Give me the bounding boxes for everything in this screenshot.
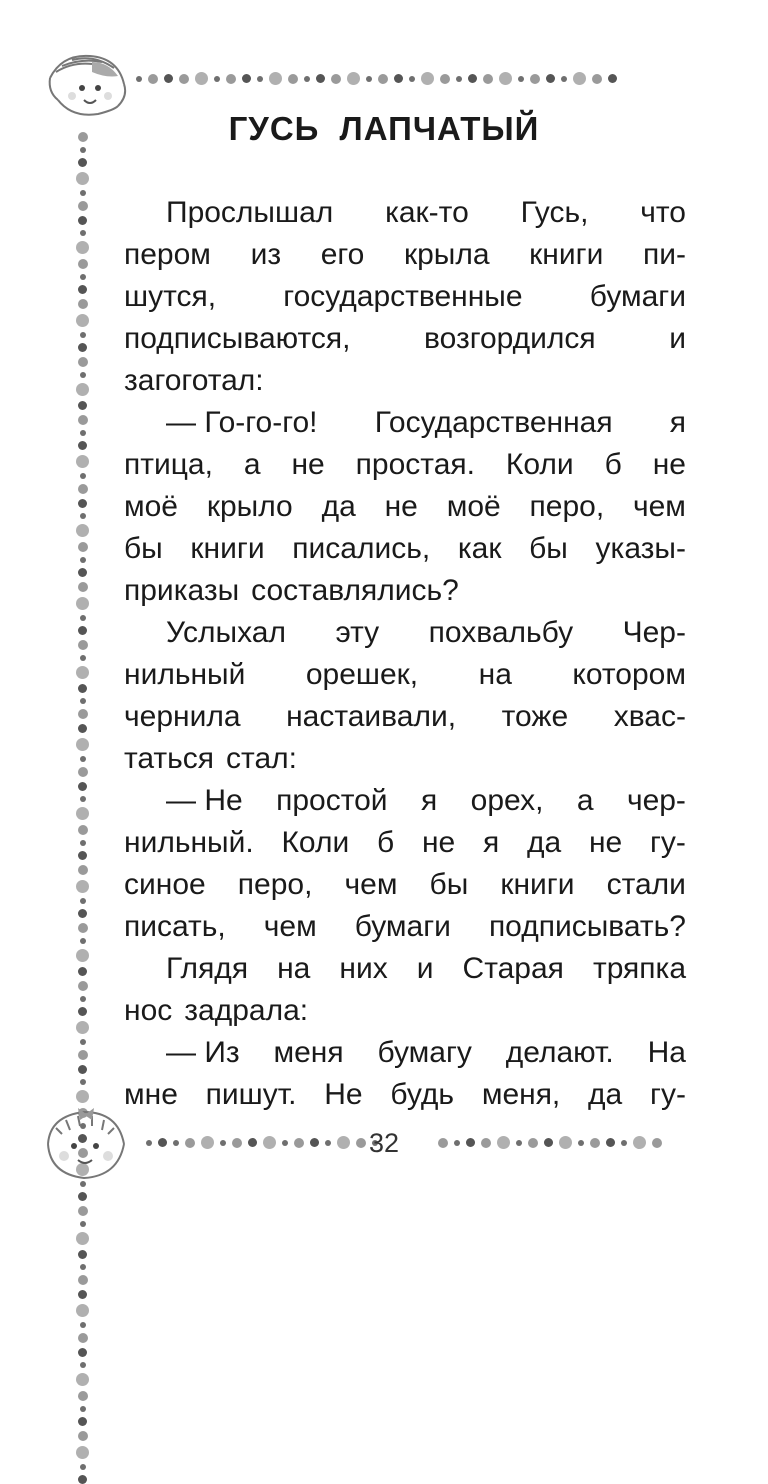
word: нильный: [124, 658, 246, 691]
text-line: [124, 948, 686, 990]
word: приказы: [124, 574, 240, 607]
word: стал:: [226, 742, 297, 775]
word: государственные: [283, 280, 523, 313]
word: не: [421, 826, 456, 859]
text-line: [124, 696, 686, 738]
word: загоготал:: [124, 364, 264, 397]
word: как: [457, 532, 502, 565]
word: Глядя: [166, 952, 249, 985]
word: шутся,: [124, 280, 217, 313]
word: что: [640, 196, 686, 229]
text-line: [124, 570, 686, 612]
word: как-то: [385, 196, 469, 229]
word: меня,: [481, 1078, 561, 1111]
text-line: [124, 360, 686, 402]
word: да: [321, 490, 356, 523]
text-line: [124, 1032, 686, 1074]
text-line: [124, 234, 686, 276]
word: да: [526, 826, 562, 859]
text-line: [124, 486, 686, 528]
word: чер-: [626, 784, 686, 817]
word: простой: [276, 784, 388, 817]
word: б: [376, 826, 395, 859]
word: задрала:: [184, 994, 309, 1027]
word: похвальбу: [428, 616, 574, 649]
word: пером: [124, 238, 211, 271]
word: бумаги: [589, 280, 686, 313]
text-line: [124, 906, 686, 948]
text-line: [124, 990, 686, 1032]
word: Государственная: [374, 406, 613, 439]
bottom-dotted-border-right: [438, 1136, 662, 1149]
page-number: 32: [368, 1128, 400, 1158]
word: а: [243, 448, 261, 481]
word: Прослышал: [166, 196, 334, 229]
text-line: [124, 192, 686, 234]
text-line: [124, 276, 686, 318]
word: моё: [124, 490, 178, 523]
word: простая.: [355, 448, 475, 481]
text-line: [124, 738, 686, 780]
word: птица,: [124, 448, 213, 481]
word: и: [669, 322, 686, 355]
word: Услыхал: [166, 616, 286, 649]
word: перо,: [529, 490, 605, 523]
word: гу-: [650, 1078, 686, 1111]
word: а: [576, 784, 594, 817]
left-dotted-border: [76, 132, 89, 1484]
word: На: [647, 1036, 686, 1069]
word: я: [482, 826, 500, 859]
text-line: [124, 864, 686, 906]
word: не: [384, 490, 418, 523]
word: да: [588, 1078, 623, 1111]
word: указы-: [595, 532, 686, 565]
word: моё: [446, 490, 501, 523]
word: бумаги: [354, 910, 451, 943]
text-line: [124, 1074, 686, 1116]
word: писать,: [124, 910, 226, 943]
word: чем: [263, 910, 317, 943]
text-line: [124, 612, 686, 654]
word: книги: [190, 532, 265, 565]
word: на: [478, 658, 512, 691]
text-line: [124, 780, 686, 822]
word: орех,: [470, 784, 544, 817]
text-line: [124, 654, 686, 696]
word: возгордился: [424, 322, 596, 355]
word: б: [604, 448, 622, 481]
word: я: [421, 784, 438, 817]
word: тоже: [501, 700, 569, 733]
word: — Не: [166, 784, 243, 817]
word: делают.: [505, 1036, 614, 1069]
word: бы: [124, 532, 163, 565]
word: таться: [124, 742, 215, 775]
word: книги: [500, 868, 575, 901]
text-line: [124, 528, 686, 570]
word: Не: [324, 1078, 363, 1111]
word: подписываются,: [124, 322, 351, 355]
story-text: [124, 192, 686, 1116]
word: Коли: [505, 448, 574, 481]
word: нос: [124, 994, 173, 1027]
word: Гусь,: [520, 196, 589, 229]
word: гу-: [649, 826, 686, 859]
word: пи-: [642, 238, 686, 271]
word: тряпка: [592, 952, 686, 985]
word: синое: [124, 868, 206, 901]
word: бумагу: [377, 1036, 472, 1069]
word: крыла: [403, 238, 490, 271]
word: и: [416, 952, 434, 985]
word: чем: [344, 868, 398, 901]
word: пишут.: [205, 1078, 297, 1111]
word: орешек,: [305, 658, 419, 691]
word: Старая: [462, 952, 564, 985]
text-line: [124, 318, 686, 360]
word: не: [291, 448, 325, 481]
word: — Го-го-го!: [166, 406, 318, 439]
word: книги: [529, 238, 604, 271]
word: я: [669, 406, 686, 439]
word: Чер-: [622, 616, 686, 649]
word: на: [277, 952, 311, 985]
word: крыло: [206, 490, 293, 523]
word: бы: [529, 532, 568, 565]
top-dotted-border: [136, 72, 617, 85]
word: будь: [390, 1078, 455, 1111]
word: составлялись?: [251, 574, 459, 607]
word: не: [652, 448, 686, 481]
page-title: ГУСЬ ЛАПЧАТЫЙ: [228, 110, 540, 147]
text-line: [124, 444, 686, 486]
word: чем: [632, 490, 686, 523]
word: хвас-: [613, 700, 686, 733]
word: перо,: [237, 868, 313, 901]
bottom-dotted-border-left: [146, 1136, 378, 1149]
text-line: [124, 822, 686, 864]
word: чернила: [124, 700, 241, 733]
word: не: [588, 826, 623, 859]
word: меня: [273, 1036, 344, 1069]
word: писались,: [292, 532, 431, 565]
word: эту: [335, 616, 380, 649]
word: стали: [606, 868, 686, 901]
word: мне: [124, 1078, 178, 1111]
word: них: [339, 952, 388, 985]
word: котором: [572, 658, 686, 691]
text-line: [124, 402, 686, 444]
word: Коли: [281, 826, 350, 859]
word: нильный.: [124, 826, 254, 859]
word: его: [320, 238, 365, 271]
girl-face-icon: [38, 1098, 134, 1188]
word: настаивали,: [286, 700, 457, 733]
word: бы: [429, 868, 469, 901]
word: — Из: [166, 1036, 240, 1069]
word: из: [250, 238, 282, 271]
word: подписывать?: [488, 910, 686, 943]
